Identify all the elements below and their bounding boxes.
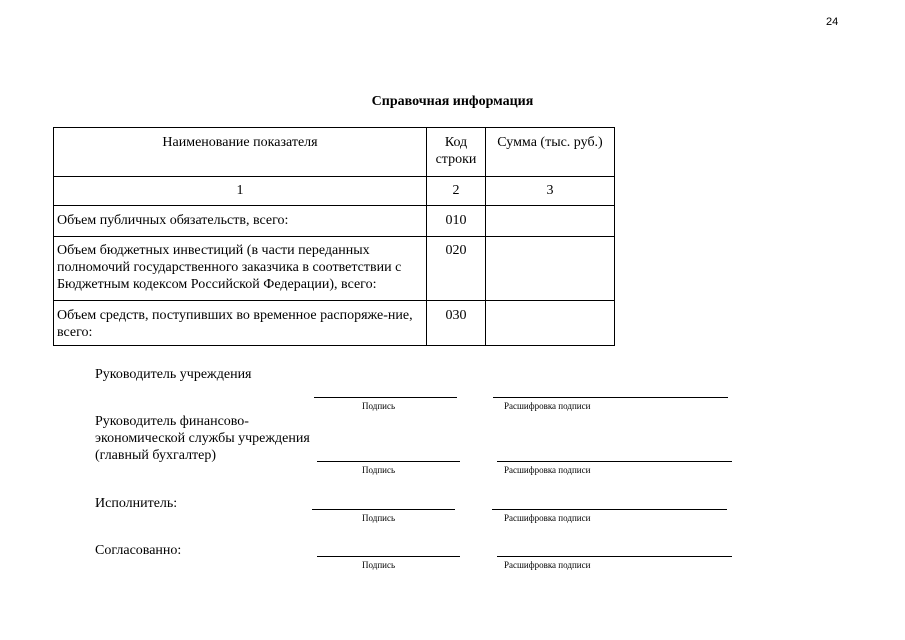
row-sum[interactable] [486,237,615,301]
header-indicator-name: Наименование показателя [54,128,427,177]
row-sum[interactable] [486,301,615,346]
table-row [54,206,615,237]
table-row [54,301,615,346]
signature-decode-line[interactable] [493,397,728,398]
row-code: 010 [427,206,486,237]
row-sum[interactable] [486,206,615,237]
column-number-1: 1 [54,177,427,206]
table-header-row [54,128,615,177]
signature-caption: Подпись [362,401,396,411]
signature-label-head: Руководитель учреждения [95,367,252,382]
signature-decode-line[interactable] [497,556,732,557]
page-title: Справочная информация [371,94,534,109]
row-code: 020 [427,237,486,301]
header-row-code: Код строки [427,128,486,177]
row-name: Объем бюджетных инвестиций (в части переданных полномочий государственного заказчика в соответствии с Бюджетным кодексом Российской Федерации), всего: [54,237,427,301]
signature-label-executor: Исполнитель: [95,496,178,511]
signature-decode-caption: Расшифровка подписи [504,401,591,411]
signature-caption: Подпись [362,513,396,523]
row-code: 030 [427,301,486,346]
signature-decode-line[interactable] [492,509,727,510]
row-name: Объем средств, поступивших во временное распоряже-ние, всего: [54,301,427,346]
column-number-2: 2 [427,177,486,206]
signature-caption: Подпись [362,560,396,570]
table-row [54,237,615,301]
signature-line[interactable] [314,397,457,398]
signature-decode-line[interactable] [497,461,732,462]
signature-label-chief-accountant: Руководитель финансово-экономической службы учреждения (главный бухгалтер) [95,414,310,463]
signature-decode-caption: Расшифровка подписи [504,513,591,523]
signature-label-approved: Согласованно: [95,543,182,558]
signature-line[interactable] [317,556,460,557]
signature-line[interactable] [312,509,455,510]
signature-decode-caption: Расшифровка подписи [504,560,591,570]
reference-table [53,127,615,346]
row-name: Объем публичных обязательств, всего: [54,206,427,237]
header-sum: Сумма (тыс. руб.) [486,128,615,177]
column-number-row [54,177,615,206]
signature-line[interactable] [317,461,460,462]
signature-caption: Подпись [362,465,396,475]
signature-decode-caption: Расшифровка подписи [504,465,591,475]
page-number: 24 [826,16,839,28]
column-number-3: 3 [486,177,615,206]
